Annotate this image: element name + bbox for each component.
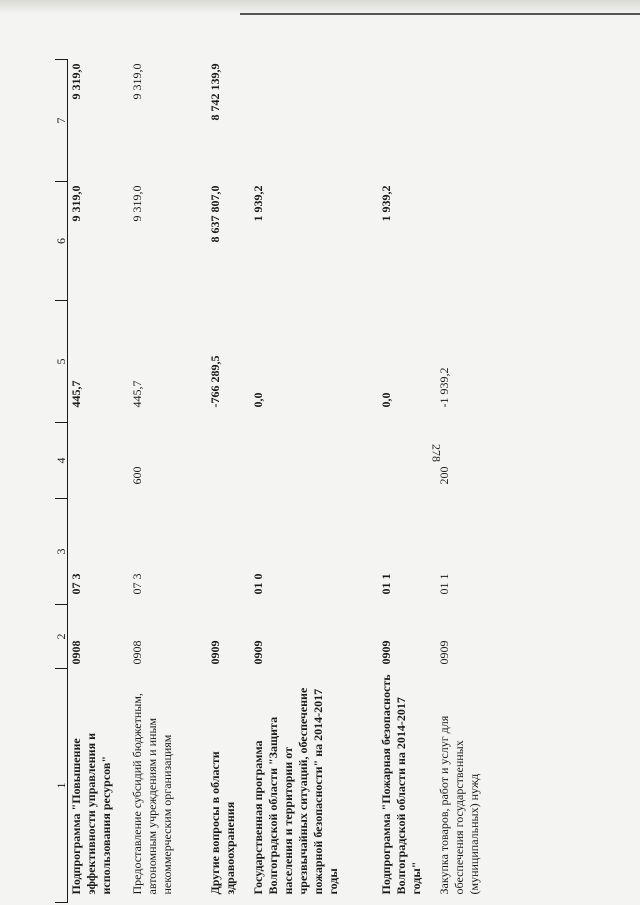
amount-2015: 1 939,2 [378,185,393,222]
program-code: 07 3 [69,573,83,595]
section-code: 0909 [207,640,222,665]
row-name: Подпрограмма "Пожарная безопасность Волгоградской области на 2014-2017 годы" [378,674,423,895]
amount-2015 [436,182,496,301]
scan-edge [0,0,640,14]
column-header: 1 [55,669,68,903]
row-name: Закупка товаров, работ и услуг для обеспечения государственных (муниципальных) нужд [436,715,481,895]
column-header: 4 [55,423,68,499]
amount-2016: 9 319,0 [69,63,83,100]
row-name: Другие вопросы в области здравоохранения [207,751,237,895]
header-row [55,60,68,903]
column-header: 7 [55,60,68,182]
row-name: Предоставление субсидий бюджетным, автономным учреждениям и иным некоммерческим организациям [129,693,174,895]
expense-type [207,423,250,499]
table-row [207,60,250,903]
rotated-page [55,60,595,903]
row-name: Государственная программа Волгоградской области "Защита населения и территории от чрезвычайных ситуаций, обеспечение пожарной безопасности" на 2014-2017 годы [250,687,340,895]
page-number: 278 [429,444,444,462]
expense-type [68,423,129,499]
amount-2016: 8 742 139,9 [207,63,222,121]
section-code: 0909 [436,640,451,665]
change-amount: 0,0 [378,392,393,408]
column-header: 5 [55,301,68,423]
expense-type: 600 [129,466,144,485]
expense-type [378,423,436,499]
change-amount: -1 939,2 [436,367,451,408]
budget-table [55,59,496,903]
amount-2016 [378,60,436,182]
amount-2016: 9 319,0 [129,63,144,100]
column-header: 3 [55,499,68,605]
program-code: 07 3 [129,573,144,595]
section-code: 0909 [250,640,265,665]
program-code: 01 1 [436,573,451,595]
change-amount: 445,7 [69,380,83,408]
amount-2016 [436,60,496,182]
row-name: Подпрограмма "Повышение эффективности управления и использования ресурсов" [69,732,113,895]
table-row [68,60,129,903]
column-header: 6 [55,182,68,301]
column-header: 2 [55,605,68,669]
section-code: 0908 [129,640,144,665]
section-code: 0908 [69,640,83,665]
table-row [378,60,436,903]
amount-2015: 8 637 807,0 [207,185,222,243]
program-code [207,499,250,605]
expense-type [250,423,378,499]
amount-2015: 9 319,0 [69,185,83,222]
change-amount: 445,7 [129,380,144,408]
table-row [250,60,378,903]
expense-type: 200 [436,466,451,485]
scan-border-line [240,13,640,15]
amount-2016 [250,60,378,182]
change-amount: 0,0 [250,392,265,408]
change-amount: -766 289,5 [207,355,222,408]
amount-2015: 9 319,0 [129,185,144,222]
table-row [129,60,207,903]
program-code: 01 1 [378,573,393,595]
table-row [436,60,496,903]
program-code: 01 0 [250,573,265,595]
amount-2015: 1 939,2 [250,185,265,222]
section-code: 0909 [378,640,393,665]
